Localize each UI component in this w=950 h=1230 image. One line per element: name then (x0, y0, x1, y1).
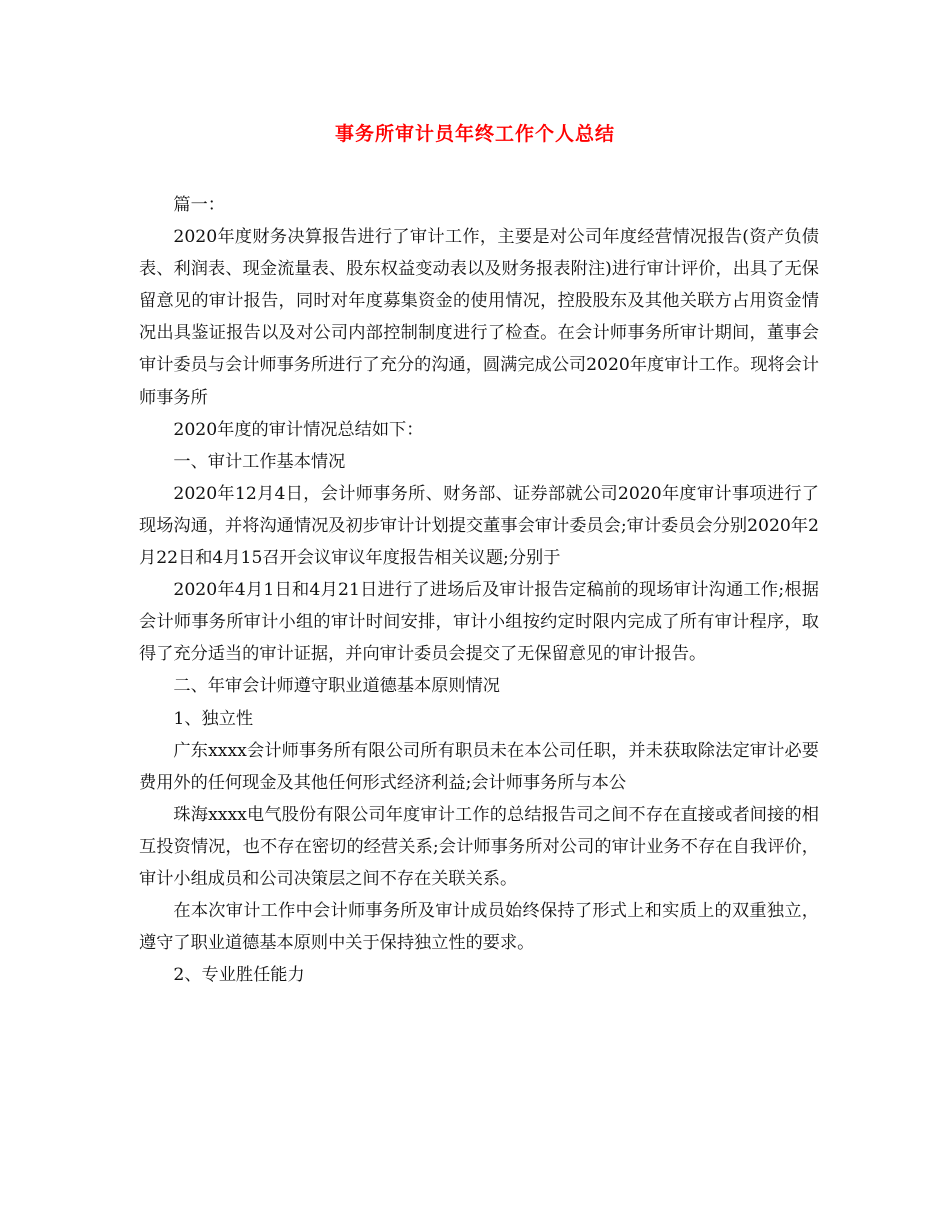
paragraph-audit-overview: 2020年度财务决算报告进行了审计工作，主要是对公司年度经营情况报告(资产负债表、利润表、现金流量表、股东权益变动表以及财务报表附注)进行审计评价，出具了无保留意见的审计报告，同时对年度募集资金的使用情况，控股股东及其他关联方占用资金情况出具鉴证报告以及对公司内部控制制度进行了检查。在会计师事务所审计期间，董事会审计委员与会计师事务所进行了充分的沟通，圆满完成公司2020年度审计工作。现将会计师事务所 (139, 227, 819, 408)
document-title: 事务所审计员年终工作个人总结 (334, 123, 615, 145)
paragraph-independence-3: 在本次审计工作中会计师事务所及审计成员始终保持了形式上和实质上的双重独立，遵守了职业道德基本原则中关于保持独立性的要求。 (139, 901, 819, 954)
heading-basic-situation: 一、审计工作基本情况 (173, 451, 346, 472)
paragraph-communication: 2020年12月4日，会计师事务所、财务部、证券部就公司2020年度审计事项进行了现场沟通，并将沟通情况及初步审计计划提交董事会审计委员会;审计委员会分别2020年2月22日和4月15召开会议审议年度报告相关议题;分别于 (139, 483, 819, 569)
paragraph-independence-2: 珠海xxxx电气股份有限公司年度审计工作的总结报告司之间不存在直接或者间接的相互投资情况，也不存在密切的经营关系;会计师事务所对公司的审计业务不存在自我评价，审计小组成员和公司决策层之间不存在关联关系。 (139, 804, 819, 889)
paragraph-section-label: 篇一： (173, 195, 225, 215)
paragraph-onsite-audit: 2020年4月1日和4月21日进行了进场后及审计报告定稿前的现场审计沟通工作;根据会计师事务所审计小组的审计时间安排，审计小组按约定时限内完成了所有审计程序，取得了充分适当的审计证据，并向审计委员会提交了无保留意见的审计报告。 (139, 580, 819, 665)
document-body (139, 189, 819, 991)
heading-independence: 1、独立性 (173, 708, 254, 729)
heading-ethics: 二、年审会计师遵守职业道德基本原则情况 (173, 676, 500, 697)
paragraph-summary-intro: 2020年度的审计情况总结如下： (173, 419, 424, 440)
heading-competence: 2、专业胜任能力 (173, 965, 305, 986)
paragraph-independence-1: 广东xxxx会计师事务所有限公司所有职员未在本公司任职，并未获取除法定审计必要费用外的任何现金及其他任何形式经济利益;会计师事务所与本公 (139, 740, 819, 793)
